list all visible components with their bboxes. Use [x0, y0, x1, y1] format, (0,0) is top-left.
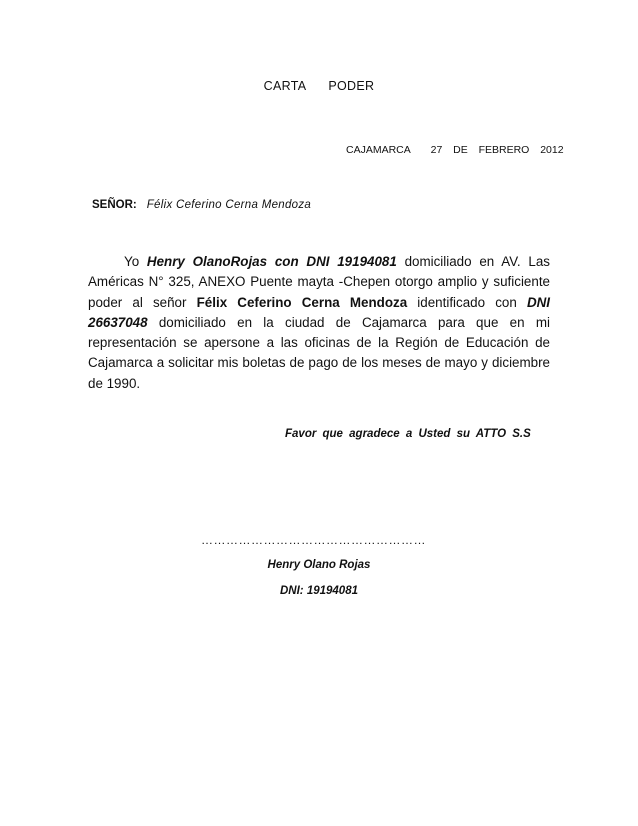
- title-word-carta: CARTA: [263, 79, 307, 93]
- body-text-1: Yo: [124, 254, 147, 269]
- addressee-label: SEÑOR:: [92, 199, 137, 211]
- body-attorney-dni: DNI 26637048: [88, 294, 551, 330]
- signer-dni: DNI: 19194081: [280, 585, 358, 597]
- body-grantor: Henry OlanoRojas con DNI 19194081: [146, 254, 397, 269]
- body-attorney: Félix Ceferino Cerna Mendoza: [196, 294, 408, 310]
- date-de: DE: [453, 144, 468, 156]
- closing-line: Favor que agradece a Usted su ATTO S.S: [285, 428, 531, 440]
- document-title: [0, 79, 638, 93]
- body-text-2: domiciliado en AV. Las Américas N° 325, ANEXO Puente mayta -Chepen otorgo amplio y suficiente poder al señor: [88, 254, 550, 310]
- signer-name: Henry Olano Rojas: [267, 559, 371, 571]
- date-month: FEBRERO: [478, 144, 530, 156]
- body-text-3: identificado con: [407, 294, 527, 310]
- date-city: CAJAMARCA: [346, 144, 411, 156]
- date-year: 2012: [540, 144, 564, 156]
- signature-line: ………………………………………………: [201, 533, 426, 547]
- date-line: [346, 144, 564, 156]
- date-day: 27: [430, 144, 443, 156]
- addressee-name: Félix Ceferino Cerna Mendoza: [146, 199, 312, 211]
- title-word-poder: PODER: [328, 79, 375, 93]
- letter-body: [88, 252, 550, 394]
- body-text-4: domiciliado en la ciudad de Cajamarca para que en mi representación se apersone a las oficinas de la Región de Educación de Cajamarca a solicitar mis boletas de pago de los meses de mayo y diciembre de 1990.: [88, 314, 550, 391]
- addressee: [92, 199, 311, 211]
